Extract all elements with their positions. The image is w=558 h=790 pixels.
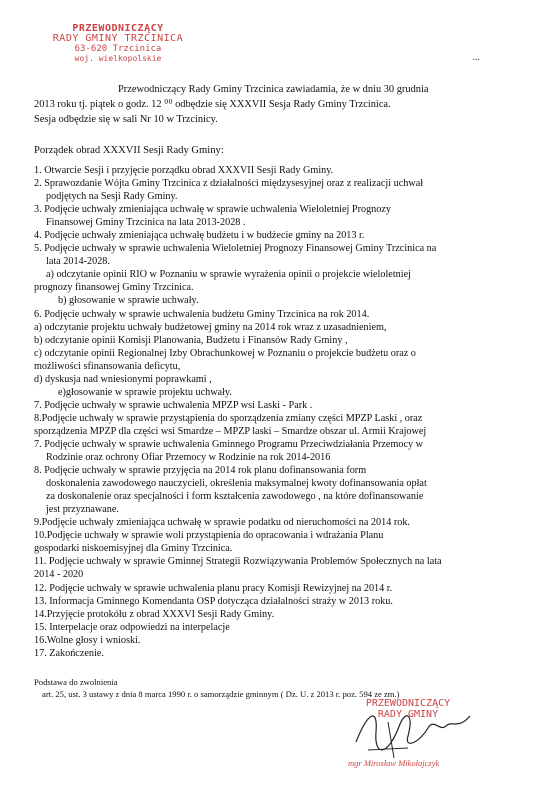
agenda-line: 1. Otwarcie Sesji i przyjęcie porządku obrad XXXVII Sesji Rady Gminy.	[34, 165, 334, 176]
agenda-line: sporządzenia MPZP dla części wsi Smardze – MPZP laski – Smardze obszar ul. Armii Krajowej	[34, 425, 427, 437]
agenda-heading: Porządek obrad XXXVII Sesji Rady Gminy:	[34, 145, 224, 156]
handwritten-signature	[348, 702, 478, 764]
signature-stamp-line-2: RADY GMINY	[377, 709, 439, 720]
intro-paragraph	[34, 82, 534, 127]
agenda-line: 5. Podjęcie uchwały w sprawie uchwalenia Wieloletniej Prognozy Finansowej Gminy Trzcinica na	[34, 243, 437, 255]
agenda-line: 15. Interpelacje oraz odpowiedzi na interpelacje	[34, 621, 230, 633]
official-stamp	[38, 24, 198, 64]
agenda-line: 11. Podjęcie uchwały w sprawie Gminnej Strategii Rozwiązywania Problemów Społecznych na lata	[34, 556, 442, 568]
agenda-line: doskonalenia zawodowego nauczycieli, określenia maksymalnej kwoty dofinansowania opłat	[46, 478, 427, 490]
intro-line: Przewodniczący Rady Gminy Trzcinica zawiadamia, że w dniu 30 grudnia	[118, 84, 429, 95]
agenda-line: 4. Podjęcie uchwały zmieniająca uchwałę budżetu i w budżecie gminy na 2013 r.	[34, 230, 365, 242]
agenda-line: 16.Wolne głosy i wnioski.	[34, 634, 141, 646]
agenda-line: 3. Podjęcie uchwały zmieniająca uchwałę w sprawie uchwalenia Wieloletniej Prognozy	[34, 204, 391, 216]
agenda-line: 2014 - 2020	[34, 569, 84, 581]
agenda-line: a) odczytanie opinii RIO w Poznaniu w sprawie wyrażenia opinii o projekcie wieloletniej	[46, 269, 411, 281]
agenda-line: b) odczytanie opinii Komisji Planowania, Budżetu i Finansów Rady Gminy ,	[34, 334, 348, 346]
signature-stamp-line-1: PRZEWODNICZĄCY	[365, 698, 451, 709]
agenda-line: 9.Podjęcie uchwały zmieniająca uchwałę w sprawie podatku od nieruchomości na 2014 rok.	[34, 517, 410, 529]
agenda-line: a) odczytanie projektu uchwały budżetowej gminy na 2014 rok wraz z uzasadnieniem,	[34, 321, 387, 333]
agenda-line: 7. Podjęcie uchwały w sprawie uchwalenia MPZP wsi Laski - Park .	[34, 399, 313, 411]
agenda-line: jest przyznawane.	[46, 504, 119, 516]
intro-line: 2013 roku tj. piątek o godz. 12 ⁰⁰ odbędzie się XXXVII Sesja Rady Gminy Trzcinica.	[34, 99, 391, 110]
legal-heading: Podstawa do zwolnienia	[34, 677, 118, 687]
agenda-line: 17. Zakończenie.	[34, 647, 104, 659]
agenda-line: d) dyskusja nad wniesionymi poprawkami ,	[34, 373, 212, 385]
agenda-line: 12. Podjęcie uchwały w sprawie uchwalenia planu pracy Komisji Rewizyjnej na 2014 r.	[34, 582, 393, 594]
agenda-line: prognozy finansowej Gminy Trzcinica.	[34, 282, 194, 294]
stamp-line-4: woj. wielkopolskie	[74, 54, 162, 63]
agenda-line: gospodarki niskoemisyjnej dla Gminy Trzcinica.	[34, 543, 233, 555]
agenda-line: 6. Podjęcie uchwały w sprawie uchwalenia budżetu Gminy Trzcinica na rok 2014.	[34, 308, 370, 320]
agenda-line: c) odczytanie opinii Regionalnej Izby Obrachunkowej w Poznaniu o projekcie budżetu oraz o	[34, 347, 416, 359]
agenda-line: 13. Informacja Gminnego Komendanta OSP dotycząca działalności straży w 2013 roku.	[34, 595, 393, 607]
corner-mark: ...	[472, 52, 480, 63]
legal-basis	[34, 676, 534, 700]
agenda-line: b) głosowanie w sprawie uchwały.	[58, 295, 199, 307]
agenda-line: Rodzinie oraz ochrony Ofiar Przemocy w Rodzinie na rok 2014-2016	[46, 452, 331, 464]
agenda-line: za doskonalenie oraz specjalności i form kształcenia zawodowego , na które dofinansowanie	[46, 491, 424, 503]
agenda-line: 2. Sprawozdanie Wójta Gminy Trzcinica z działalności międzysesyjnej oraz z realizacji uchwał	[34, 178, 424, 190]
agenda-line: 8. Podjęcie uchwały w sprawie przyjęcia na 2014 rok planu dofinansowania form	[34, 465, 367, 477]
stamp-line-3: 63-620 Trzcinica	[74, 44, 162, 54]
stamp-line-1: PRZEWODNICZĄCY	[72, 23, 164, 34]
intro-line: Sesja odbędzie się w sali Nr 10 w Trzcinicy.	[34, 114, 218, 125]
signatory-name: mgr Mirosław Mikołajczyk	[348, 758, 440, 768]
agenda-line: Finansowej Gminy Trzcinica na lata 2013-2028 .	[46, 217, 246, 229]
stamp-line-2: RADY GMINY TRZCINICA	[52, 33, 184, 44]
agenda-line: lata 2014-2028.	[46, 256, 110, 268]
legal-text: art. 25, ust. 3 ustawy z dnia 8 marca 1990 r. o samorządzie gminnym ( Dz. U. z 2013 r. poz. 594 ze zm.)	[42, 689, 400, 699]
agenda-line: 10.Podjęcie uchwały w sprawie woli przystąpienia do opracowania i wdrażania Planu	[34, 530, 384, 542]
agenda-list	[34, 164, 534, 660]
agenda-line: możliwości sfinansowania deficytu,	[34, 360, 181, 372]
agenda-line: 8.Podjęcie uchwały w sprawie przystąpienia do sporządzenia zmiany części MPZP Laski , oraz	[34, 412, 423, 424]
agenda-line: e)głosowanie w sprawie projektu uchwały.	[58, 386, 232, 398]
agenda-line: 7. Podjęcie uchwały w sprawie uchwalenia Gminnego Programu Przeciwdziałania Przemocy w	[34, 438, 423, 450]
agenda-line: 14.Przyjęcie protokółu z obrad XXXVI Sesji Rady Gminy.	[34, 608, 275, 620]
agenda-line: podjętych na Sesji Rady Gminy.	[46, 191, 178, 203]
